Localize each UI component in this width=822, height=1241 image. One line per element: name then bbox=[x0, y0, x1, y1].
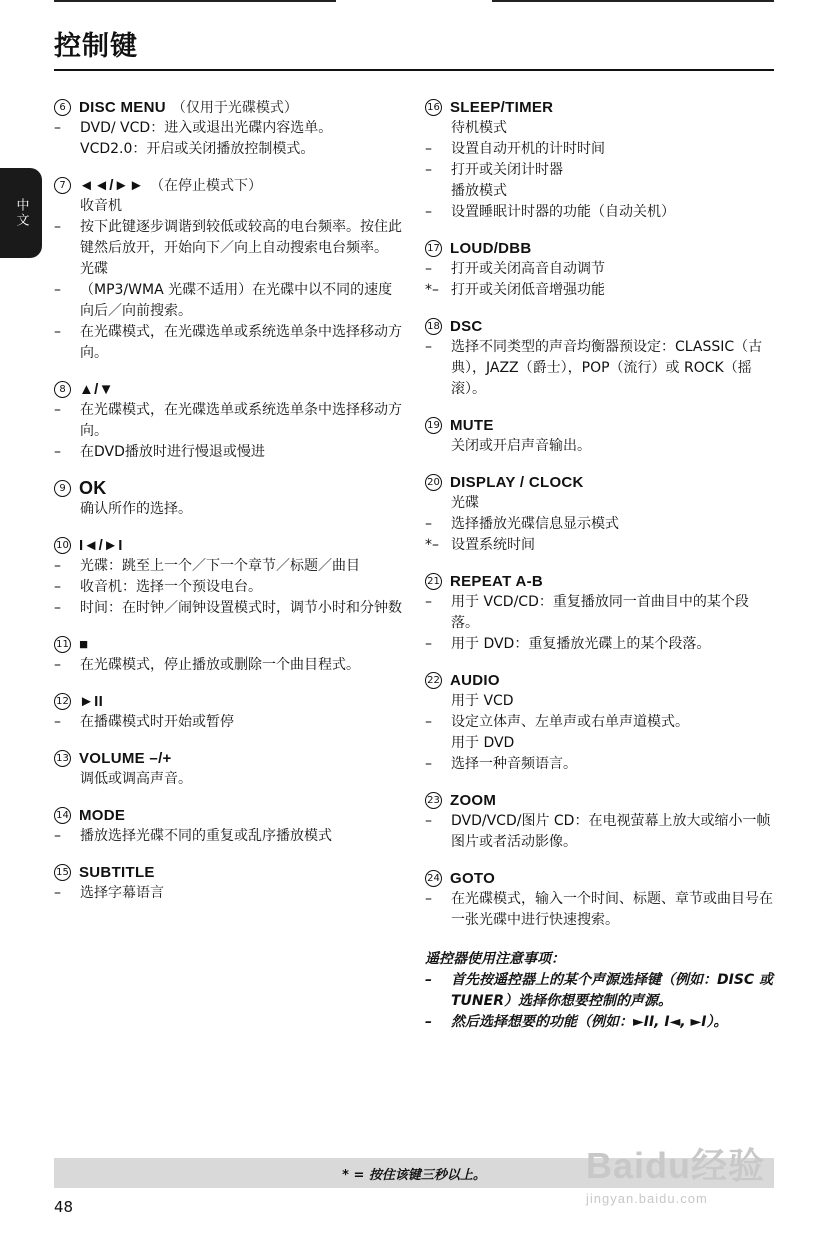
control-key-header bbox=[54, 534, 404, 556]
page-title: 控制键 bbox=[54, 31, 138, 62]
bullet-dash: – bbox=[54, 120, 61, 136]
description-line bbox=[425, 754, 775, 775]
control-key-note: （在停止模式下） bbox=[150, 178, 263, 194]
language-tab bbox=[0, 168, 42, 258]
bullet-dash: – bbox=[54, 828, 61, 844]
description-text: 选择一种音频语言。 bbox=[451, 756, 577, 772]
bullet-dash bbox=[54, 499, 80, 520]
description-line bbox=[54, 217, 404, 259]
description-text: 设定立体声、左单声或右单声道模式。 bbox=[451, 714, 689, 730]
control-key-item bbox=[425, 237, 775, 301]
bullet-dash: – bbox=[54, 402, 61, 418]
control-key-item bbox=[54, 378, 404, 463]
bullet-dash: – bbox=[54, 324, 61, 340]
description-text: 用于 DVD bbox=[451, 735, 515, 751]
control-key-name: ZOOM bbox=[450, 791, 497, 809]
description-text: 在DVD播放时进行慢退或慢进 bbox=[80, 444, 265, 460]
control-key-item bbox=[54, 534, 404, 619]
control-key-header bbox=[54, 747, 404, 769]
description-text: 光碟 bbox=[451, 495, 479, 511]
bullet-dash: – bbox=[425, 756, 432, 772]
item-number-badge: 16 bbox=[425, 99, 442, 116]
bullet-dash: *– bbox=[425, 537, 439, 553]
bullet-dash bbox=[425, 118, 451, 139]
item-number-badge: 17 bbox=[425, 240, 442, 257]
bullet-dash bbox=[425, 691, 451, 712]
item-number-badge: 18 bbox=[425, 318, 442, 335]
description-text: 在光碟模式，输入一个时间、标题、章节或曲目号在一张光碟中进行快速搜索。 bbox=[451, 891, 773, 928]
description-line bbox=[425, 634, 775, 655]
description-text: （MP3/WMA 光碟不适用）在光碟中以不同的速度向后／向前搜索。 bbox=[80, 282, 393, 319]
description-text: 关闭或开启声音输出。 bbox=[451, 438, 591, 454]
bullet-dash bbox=[425, 181, 451, 202]
bullet-dash bbox=[425, 733, 451, 754]
description-line bbox=[425, 592, 775, 634]
description-line bbox=[54, 826, 404, 847]
control-key-header bbox=[425, 867, 775, 889]
description-line bbox=[54, 118, 404, 139]
bullet-dash: – bbox=[54, 657, 61, 673]
description-line bbox=[425, 535, 775, 556]
item-number-badge: 19 bbox=[425, 417, 442, 434]
control-key-name: AUDIO bbox=[450, 671, 500, 689]
left-column bbox=[54, 96, 404, 918]
description-line bbox=[54, 196, 404, 217]
description-text: 确认所作的选择。 bbox=[80, 501, 192, 517]
tips-dash: – bbox=[425, 972, 432, 988]
bullet-dash: – bbox=[425, 813, 432, 829]
control-key-header bbox=[425, 237, 775, 259]
bullet-dash: *– bbox=[425, 282, 439, 298]
description-line bbox=[54, 499, 404, 520]
description-line bbox=[425, 811, 775, 853]
item-number-badge: 22 bbox=[425, 672, 442, 689]
description-text: 打开或关闭计时器 bbox=[451, 162, 563, 178]
tips-line bbox=[425, 970, 775, 1012]
description-line bbox=[425, 280, 775, 301]
control-key-name: DSC bbox=[450, 317, 483, 335]
control-key-note: （仅用于光碟模式） bbox=[171, 100, 298, 116]
item-number-badge: 23 bbox=[425, 792, 442, 809]
language-tab-label: 中文 bbox=[13, 198, 29, 228]
control-key-header bbox=[425, 669, 775, 691]
control-key-item bbox=[54, 861, 404, 904]
description-line bbox=[54, 259, 404, 280]
bullet-dash: – bbox=[54, 444, 61, 460]
description-line bbox=[425, 118, 775, 139]
control-key-header bbox=[54, 804, 404, 826]
control-key-name: DISC MENU bbox=[79, 98, 166, 116]
item-number-badge: 8 bbox=[54, 381, 71, 398]
item-number-badge: 11 bbox=[54, 636, 71, 653]
remote-tips bbox=[425, 949, 775, 1033]
item-number-badge: 21 bbox=[425, 573, 442, 590]
control-key-item bbox=[54, 747, 404, 790]
bullet-dash: – bbox=[425, 141, 432, 157]
control-key-item bbox=[425, 96, 775, 223]
control-key-header bbox=[54, 477, 404, 499]
control-key-item bbox=[54, 804, 404, 847]
description-line bbox=[425, 337, 775, 400]
control-key-item bbox=[425, 570, 775, 655]
control-key-name: ▲/▼ bbox=[79, 380, 114, 398]
description-text: 在光碟模式，停止播放或删除一个曲目程式。 bbox=[80, 657, 360, 673]
control-key-header bbox=[425, 570, 775, 592]
description-text: 调低或调高声音。 bbox=[80, 771, 192, 787]
control-key-item bbox=[54, 690, 404, 733]
description-text: 选择不同类型的声音均衡器预设定：CLASSIC（古典），JAZZ（爵士），POP（流行）或 ROCK（摇滚）。 bbox=[451, 339, 763, 397]
control-key-item bbox=[54, 174, 404, 364]
control-key-item bbox=[425, 414, 775, 457]
description-text: 设置睡眠计时器的功能（自动关机） bbox=[451, 204, 675, 220]
description-text: 时间：在时钟／闹钟设置模式时，调节小时和分钟数 bbox=[80, 600, 402, 616]
control-key-name: ►II bbox=[79, 692, 104, 710]
control-key-name: OK bbox=[79, 477, 107, 498]
description-line bbox=[54, 655, 404, 676]
control-key-item bbox=[54, 96, 404, 160]
right-column bbox=[425, 96, 775, 1033]
control-key-item bbox=[425, 669, 775, 775]
description-line bbox=[425, 712, 775, 733]
description-line bbox=[54, 556, 404, 577]
bullet-dash bbox=[425, 436, 451, 457]
bullet-dash: – bbox=[425, 162, 432, 178]
control-key-name: ■ bbox=[79, 635, 89, 653]
bullet-dash: – bbox=[54, 600, 61, 616]
item-number-badge: 15 bbox=[54, 864, 71, 881]
watermark-logo: Baidu经验 bbox=[586, 1145, 766, 1186]
description-line bbox=[425, 139, 775, 160]
control-key-name: I◄/►I bbox=[79, 536, 123, 554]
description-text: 在光碟模式，在光碟选单或系统选单条中选择移动方向。 bbox=[80, 402, 402, 439]
description-text: 在光碟模式，在光碟选单或系统选单条中选择移动方向。 bbox=[80, 324, 402, 361]
control-key-name: DISPLAY / CLOCK bbox=[450, 473, 584, 491]
control-key-header bbox=[425, 471, 775, 493]
description-line bbox=[54, 598, 404, 619]
item-number-badge: 6 bbox=[54, 99, 71, 116]
tips-dash: – bbox=[425, 1014, 432, 1030]
control-key-header bbox=[425, 414, 775, 436]
watermark-url: jingyan.baidu.com bbox=[586, 1191, 708, 1206]
bullet-dash: – bbox=[425, 636, 432, 652]
description-text: 待机模式 bbox=[451, 120, 507, 136]
description-text: 收音机 bbox=[80, 198, 122, 214]
control-key-header bbox=[54, 96, 404, 118]
control-key-header bbox=[425, 96, 775, 118]
description-line bbox=[425, 733, 775, 754]
description-line bbox=[54, 139, 404, 160]
tips-line bbox=[425, 1012, 775, 1033]
description-line bbox=[54, 769, 404, 790]
description-line bbox=[54, 322, 404, 364]
bullet-dash: – bbox=[54, 282, 61, 298]
description-text: 选择播放光碟信息显示模式 bbox=[451, 516, 619, 532]
bullet-dash bbox=[54, 259, 80, 280]
description-line bbox=[54, 400, 404, 442]
description-text: 光碟：跳至上一个／下一个章节／标题／曲目 bbox=[80, 558, 360, 574]
bullet-dash: – bbox=[54, 885, 61, 901]
description-line bbox=[425, 691, 775, 712]
description-line bbox=[425, 160, 775, 181]
description-line bbox=[425, 493, 775, 514]
control-key-header bbox=[54, 690, 404, 712]
description-line bbox=[54, 712, 404, 733]
description-line bbox=[54, 883, 404, 904]
control-key-header bbox=[54, 378, 404, 400]
control-key-name: SLEEP/TIMER bbox=[450, 98, 554, 116]
tips-title: 遥控器使用注意事项： bbox=[425, 951, 565, 967]
description-line bbox=[425, 514, 775, 535]
title-rule bbox=[54, 69, 774, 71]
control-key-item bbox=[425, 867, 775, 931]
description-text: 选择字幕语言 bbox=[80, 885, 164, 901]
bullet-dash bbox=[54, 196, 80, 217]
description-line bbox=[425, 181, 775, 202]
control-key-name: GOTO bbox=[450, 869, 496, 887]
bullet-dash: – bbox=[54, 558, 61, 574]
description-text: 按下此键逐步调谐到较低或较高的电台频率。按住此键然后放开，开始向下／向上自动搜索电台频率。 bbox=[80, 219, 402, 256]
tips-text: 首先按遥控器上的某个声源选择键（例如：DISC 或 TUNER）选择你想要控制的声源。 bbox=[451, 972, 774, 1009]
control-key-name: SUBTITLE bbox=[79, 863, 155, 881]
description-text: 设置系统时间 bbox=[451, 537, 535, 553]
bullet-dash: – bbox=[54, 219, 61, 235]
control-key-item bbox=[425, 789, 775, 853]
item-number-badge: 20 bbox=[425, 474, 442, 491]
description-text: 播放模式 bbox=[451, 183, 507, 199]
description-line bbox=[54, 577, 404, 598]
item-number-badge: 14 bbox=[54, 807, 71, 824]
description-line bbox=[425, 259, 775, 280]
description-text: 打开或关闭低音增强功能 bbox=[451, 282, 605, 298]
control-key-item bbox=[54, 633, 404, 676]
control-key-item bbox=[54, 477, 404, 520]
description-line bbox=[425, 889, 775, 931]
description-text: 用于 VCD/CD：重复播放同一首曲目中的某个段落。 bbox=[451, 594, 749, 631]
control-key-name: ◄◄/►► bbox=[79, 176, 145, 194]
control-key-item bbox=[425, 471, 775, 556]
item-number-badge: 7 bbox=[54, 177, 71, 194]
top-border-left bbox=[54, 0, 336, 2]
bullet-dash bbox=[54, 769, 80, 790]
description-text: 在播碟模式时开始或暂停 bbox=[80, 714, 234, 730]
description-line bbox=[425, 436, 775, 457]
control-key-name: VOLUME –/+ bbox=[79, 749, 172, 767]
bullet-dash: – bbox=[425, 204, 432, 220]
item-number-badge: 12 bbox=[54, 693, 71, 710]
description-text: DVD/VCD/图片 CD：在电视萤幕上放大或缩小一帧图片或者活动影像。 bbox=[451, 813, 771, 850]
control-key-name: MUTE bbox=[450, 416, 494, 434]
description-line bbox=[425, 202, 775, 223]
baidu-watermark bbox=[586, 1138, 776, 1228]
control-key-header bbox=[54, 633, 404, 655]
bullet-dash: – bbox=[54, 579, 61, 595]
description-text: 光碟 bbox=[80, 261, 108, 277]
bullet-dash: – bbox=[425, 516, 432, 532]
footer-note: * = 按住该键三秒以上。 bbox=[54, 1158, 774, 1188]
item-number-badge: 13 bbox=[54, 750, 71, 767]
description-text: VCD2.0：开启或关闭播放控制模式。 bbox=[80, 141, 315, 157]
item-number-badge: 10 bbox=[54, 537, 71, 554]
bullet-dash bbox=[425, 493, 451, 514]
top-border-right bbox=[492, 0, 774, 2]
tips-text: 然后选择想要的功能（例如：►II, I◄, ►I）。 bbox=[451, 1014, 728, 1030]
item-number-badge: 24 bbox=[425, 870, 442, 887]
description-text: 用于 DVD：重复播放光碟上的某个段落。 bbox=[451, 636, 711, 652]
control-key-header bbox=[54, 174, 404, 196]
control-key-header bbox=[425, 789, 775, 811]
item-number-badge: 9 bbox=[54, 480, 71, 497]
bullet-dash: – bbox=[425, 339, 432, 355]
description-text: 收音机：选择一个预设电台。 bbox=[80, 579, 262, 595]
control-key-name: REPEAT A-B bbox=[450, 572, 543, 590]
description-text: 播放选择光碟不同的重复或乱序播放模式 bbox=[80, 828, 332, 844]
control-key-header bbox=[54, 861, 404, 883]
bullet-dash bbox=[54, 139, 80, 160]
bullet-dash: – bbox=[425, 594, 432, 610]
bullet-dash: – bbox=[425, 891, 432, 907]
control-key-name: LOUD/DBB bbox=[450, 239, 532, 257]
bullet-dash: – bbox=[54, 714, 61, 730]
description-text: 打开或关闭高音自动调节 bbox=[451, 261, 605, 277]
description-text: DVD/ VCD：进入或退出光碟内容选单。 bbox=[80, 120, 333, 136]
description-line bbox=[54, 442, 404, 463]
description-line bbox=[54, 280, 404, 322]
page-number: 48 bbox=[54, 1198, 74, 1216]
bullet-dash: – bbox=[425, 261, 432, 277]
bullet-dash: – bbox=[425, 714, 432, 730]
control-key-item bbox=[425, 315, 775, 400]
description-text: 设置自动开机的计时时间 bbox=[451, 141, 605, 157]
description-text: 用于 VCD bbox=[451, 693, 514, 709]
control-key-name: MODE bbox=[79, 806, 126, 824]
control-key-header bbox=[425, 315, 775, 337]
